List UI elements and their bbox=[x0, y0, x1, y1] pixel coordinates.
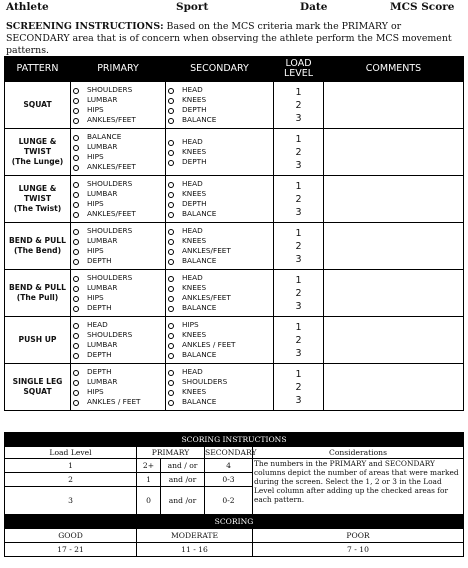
load-level-option[interactable]: 2 bbox=[295, 146, 302, 158]
pattern-row bbox=[5, 129, 464, 176]
primary-area-checkbox[interactable]: DEPTH bbox=[71, 350, 165, 360]
scoring-title: SCORING bbox=[5, 515, 464, 529]
pattern-row bbox=[5, 270, 464, 317]
load-level-options bbox=[274, 223, 324, 270]
primary-area-checkbox[interactable]: LUMBAR bbox=[71, 236, 165, 246]
primary-area-checkbox[interactable]: LUMBAR bbox=[71, 189, 165, 199]
secondary-area-checkbox[interactable]: ANKLES/FEET bbox=[166, 293, 273, 303]
load-level-option[interactable]: 3 bbox=[295, 112, 302, 124]
comments-header: COMMENTS bbox=[324, 57, 464, 82]
secondary-area-checkbox[interactable]: DEPTH bbox=[166, 199, 273, 209]
pattern-name bbox=[5, 82, 71, 129]
pattern-name bbox=[5, 176, 71, 223]
comments-field[interactable] bbox=[324, 317, 464, 364]
pattern-name-line: (The Bend) bbox=[13, 246, 62, 255]
load-level-option[interactable]: 2 bbox=[295, 240, 302, 252]
scoring-primary: 1 bbox=[137, 473, 161, 487]
secondary-col-header: SECONDARY bbox=[205, 448, 257, 457]
athlete-label: Athlete bbox=[6, 1, 49, 13]
scoring-secondary: 4 bbox=[205, 459, 253, 473]
pattern-name-line: LUNGE & TWIST bbox=[18, 137, 57, 156]
pattern-name-line: SQUAT bbox=[23, 100, 52, 109]
secondary-areas bbox=[166, 317, 274, 364]
primary-col-header: PRIMARY bbox=[137, 447, 205, 459]
rating-poor-label: POOR bbox=[253, 529, 464, 543]
rating-moderate-range: 11 - 16 bbox=[137, 543, 253, 557]
comments-field[interactable] bbox=[324, 270, 464, 317]
secondary-area-checkbox[interactable]: HEAD bbox=[166, 179, 273, 189]
secondary-area-checkbox[interactable]: KNEES bbox=[166, 147, 273, 157]
primary-areas bbox=[71, 223, 166, 270]
load-level-option[interactable]: 3 bbox=[295, 159, 302, 171]
pattern-name bbox=[5, 364, 71, 411]
screening-table bbox=[4, 56, 464, 411]
pattern-row bbox=[5, 82, 464, 129]
rating-moderate-label: MODERATE bbox=[137, 529, 253, 543]
load-level-col-header: Load Level bbox=[5, 447, 137, 459]
secondary-area-checkbox[interactable]: KNEES bbox=[166, 330, 273, 340]
secondary-area-checkbox[interactable]: SHOULDERS bbox=[166, 377, 273, 387]
load-level-options bbox=[274, 129, 324, 176]
secondary-area-checkbox[interactable]: KNEES bbox=[166, 387, 273, 397]
secondary-area-checkbox[interactable]: DEPTH bbox=[166, 105, 273, 115]
screening-instructions bbox=[6, 21, 464, 57]
scoring-level: 3 bbox=[5, 487, 137, 515]
secondary-area-checkbox[interactable]: HEAD bbox=[166, 137, 273, 147]
secondary-area-checkbox[interactable]: ANKLES/FEET bbox=[166, 246, 273, 256]
load-level-option[interactable]: 3 bbox=[295, 347, 302, 359]
comments-field[interactable] bbox=[324, 223, 464, 270]
scoring-secondary: 0-2 bbox=[205, 487, 253, 515]
pattern-name bbox=[5, 317, 71, 364]
primary-area-checkbox[interactable]: LUMBAR bbox=[71, 283, 165, 293]
primary-area-checkbox[interactable]: SHOULDERS bbox=[71, 226, 165, 236]
load-level-option[interactable]: 2 bbox=[295, 334, 302, 346]
secondary-area-checkbox[interactable]: BALANCE bbox=[166, 256, 273, 266]
rating-poor-range: 7 - 10 bbox=[253, 543, 464, 557]
primary-area-checkbox[interactable]: HIPS bbox=[71, 387, 165, 397]
load-level-option[interactable]: 1 bbox=[295, 133, 302, 145]
primary-area-checkbox[interactable]: HIPS bbox=[71, 152, 165, 162]
primary-area-checkbox[interactable]: HIPS bbox=[71, 293, 165, 303]
considerations-text: The numbers in the PRIMARY and SECONDARY columns depict the number of areas that were marked during the screen. Select the 1, 2 or 3 in the Load Level column after adding up the checked areas for each pattern. bbox=[253, 459, 464, 515]
primary-areas bbox=[71, 317, 166, 364]
scoring-instructions-title: SCORING INSTRUCTIONS bbox=[5, 433, 464, 447]
load-level-options bbox=[274, 270, 324, 317]
secondary-area-checkbox[interactable]: HIPS bbox=[166, 320, 273, 330]
pattern-name bbox=[5, 223, 71, 270]
secondary-areas bbox=[166, 82, 274, 129]
pattern-row bbox=[5, 317, 464, 364]
secondary-area-checkbox[interactable]: HEAD bbox=[166, 226, 273, 236]
screening-header-row bbox=[5, 57, 464, 82]
load-level-option[interactable]: 1 bbox=[295, 180, 302, 192]
primary-area-checkbox[interactable]: SHOULDERS bbox=[71, 330, 165, 340]
load-level-option[interactable]: 2 bbox=[295, 99, 302, 111]
pattern-name-line: (The Pull) bbox=[16, 293, 59, 302]
pattern-header: PATTERN bbox=[5, 57, 71, 82]
load-level-option[interactable]: 2 bbox=[295, 193, 302, 205]
primary-area-checkbox[interactable]: DEPTH bbox=[71, 367, 165, 377]
comments-field[interactable] bbox=[324, 364, 464, 411]
instructions-text: Based on the MCS criteria mark the PRIMARY or SECONDARY area that is of concern when observing the athlete perform the MCS movement patterns. bbox=[6, 21, 452, 56]
primary-area-checkbox[interactable]: SHOULDERS bbox=[71, 273, 165, 283]
primary-area-checkbox[interactable]: SHOULDERS bbox=[71, 85, 165, 95]
comments-field[interactable] bbox=[324, 82, 464, 129]
load-level-option[interactable]: 1 bbox=[295, 274, 302, 286]
pattern-name bbox=[5, 129, 71, 176]
load-level-options bbox=[274, 82, 324, 129]
secondary-area-checkbox[interactable]: KNEES bbox=[166, 189, 273, 199]
primary-area-checkbox[interactable]: LUMBAR bbox=[71, 95, 165, 105]
primary-area-checkbox[interactable]: ANKLES/FEET bbox=[71, 162, 165, 172]
load-level-header-line2: LEVEL bbox=[283, 68, 314, 79]
pattern-name-line: LUNGE & TWIST bbox=[18, 184, 57, 203]
primary-areas bbox=[71, 176, 166, 223]
secondary-area-checkbox[interactable]: BALANCE bbox=[166, 397, 273, 407]
primary-area-checkbox[interactable]: ANKLES/FEET bbox=[71, 209, 165, 219]
secondary-area-checkbox[interactable]: KNEES bbox=[166, 236, 273, 246]
secondary-area-checkbox[interactable]: ANKLES / FEET bbox=[166, 340, 273, 350]
primary-area-checkbox[interactable]: SHOULDERS bbox=[71, 179, 165, 189]
pattern-name-line: PUSH UP bbox=[18, 335, 57, 344]
pattern-name-line: BEND & PULL bbox=[9, 283, 66, 292]
pattern-row bbox=[5, 176, 464, 223]
scoring-level: 1 bbox=[5, 459, 137, 473]
considerations-col-header: Considerations bbox=[253, 447, 464, 459]
secondary-area-checkbox[interactable]: HEAD bbox=[166, 273, 273, 283]
secondary-areas bbox=[166, 129, 274, 176]
load-level-option[interactable]: 1 bbox=[295, 321, 302, 333]
scoring-and-or: and / or bbox=[161, 459, 205, 473]
primary-area-checkbox[interactable]: BALANCE bbox=[71, 132, 165, 142]
secondary-areas bbox=[166, 270, 274, 317]
load-level-option[interactable]: 3 bbox=[295, 253, 302, 265]
scoring-primary: 2+ bbox=[137, 459, 161, 473]
pattern-name-line: SQUAT bbox=[23, 387, 52, 396]
pattern-row bbox=[5, 223, 464, 270]
secondary-area-checkbox[interactable]: BALANCE bbox=[166, 303, 273, 313]
load-level-options bbox=[274, 176, 324, 223]
scoring-table bbox=[4, 432, 464, 557]
scoring-and-or: and /or bbox=[161, 473, 205, 487]
pattern-name bbox=[5, 270, 71, 317]
scoring-secondary: 0-3 bbox=[205, 473, 253, 487]
secondary-area-checkbox[interactable]: HEAD bbox=[166, 367, 273, 377]
secondary-area-checkbox[interactable]: BALANCE bbox=[166, 209, 273, 219]
pattern-row bbox=[5, 364, 464, 411]
load-level-option[interactable]: 1 bbox=[295, 368, 302, 380]
primary-areas bbox=[71, 82, 166, 129]
primary-area-checkbox[interactable]: HEAD bbox=[71, 320, 165, 330]
rating-good-label: GOOD bbox=[5, 529, 137, 543]
instructions-lead: SCREENING INSTRUCTIONS: bbox=[6, 21, 164, 32]
secondary-area-checkbox[interactable]: KNEES bbox=[166, 95, 273, 105]
comments-field[interactable] bbox=[324, 176, 464, 223]
scoring-level: 2 bbox=[5, 473, 137, 487]
load-level-option[interactable]: 3 bbox=[295, 206, 302, 218]
primary-area-checkbox[interactable]: ANKLES/FEET bbox=[71, 115, 165, 125]
load-level-option[interactable]: 2 bbox=[295, 381, 302, 393]
load-level-option[interactable]: 2 bbox=[295, 287, 302, 299]
primary-area-checkbox[interactable]: HIPS bbox=[71, 105, 165, 115]
primary-area-checkbox[interactable]: LUMBAR bbox=[71, 142, 165, 152]
load-level-option[interactable]: 3 bbox=[295, 300, 302, 312]
pattern-name-line: (The Twist) bbox=[13, 204, 62, 213]
secondary-area-checkbox[interactable]: HEAD bbox=[166, 85, 273, 95]
primary-area-checkbox[interactable]: DEPTH bbox=[71, 256, 165, 266]
comments-field[interactable] bbox=[324, 129, 464, 176]
secondary-area-checkbox[interactable]: BALANCE bbox=[166, 115, 273, 125]
primary-area-checkbox[interactable]: LUMBAR bbox=[71, 377, 165, 387]
load-level-options bbox=[274, 317, 324, 364]
primary-areas bbox=[71, 270, 166, 317]
primary-area-checkbox[interactable]: LUMBAR bbox=[71, 340, 165, 350]
primary-area-checkbox[interactable]: DEPTH bbox=[71, 303, 165, 313]
secondary-area-checkbox[interactable]: KNEES bbox=[166, 283, 273, 293]
pattern-name-line: SINGLE LEG bbox=[12, 377, 63, 386]
primary-area-checkbox[interactable]: HIPS bbox=[71, 246, 165, 256]
primary-area-checkbox[interactable]: ANKLES / FEET bbox=[71, 397, 165, 407]
secondary-header: SECONDARY bbox=[166, 57, 274, 82]
secondary-areas bbox=[166, 223, 274, 270]
sport-label: Sport bbox=[176, 1, 209, 13]
rating-good-range: 17 - 21 bbox=[5, 543, 137, 557]
primary-area-checkbox[interactable]: HIPS bbox=[71, 199, 165, 209]
secondary-areas bbox=[166, 176, 274, 223]
scoring-primary: 0 bbox=[137, 487, 161, 515]
mcs-score-label: MCS Score bbox=[390, 1, 455, 13]
pattern-name-line: BEND & PULL bbox=[9, 236, 66, 245]
load-level-option[interactable]: 3 bbox=[295, 394, 302, 406]
load-level-header bbox=[274, 57, 324, 82]
form-header bbox=[0, 1, 468, 15]
scoring-and-or: and /or bbox=[161, 487, 205, 515]
secondary-area-checkbox[interactable]: BALANCE bbox=[166, 350, 273, 360]
date-label: Date bbox=[300, 1, 328, 13]
load-level-header-line1: LOAD bbox=[285, 58, 312, 69]
load-level-option[interactable]: 1 bbox=[295, 86, 302, 98]
secondary-areas bbox=[166, 364, 274, 411]
pattern-name-line: (The Lunge) bbox=[11, 157, 64, 166]
primary-areas bbox=[71, 364, 166, 411]
load-level-options bbox=[274, 364, 324, 411]
primary-areas bbox=[71, 129, 166, 176]
secondary-area-checkbox[interactable]: DEPTH bbox=[166, 157, 273, 167]
primary-header: PRIMARY bbox=[71, 57, 166, 82]
load-level-option[interactable]: 1 bbox=[295, 227, 302, 239]
